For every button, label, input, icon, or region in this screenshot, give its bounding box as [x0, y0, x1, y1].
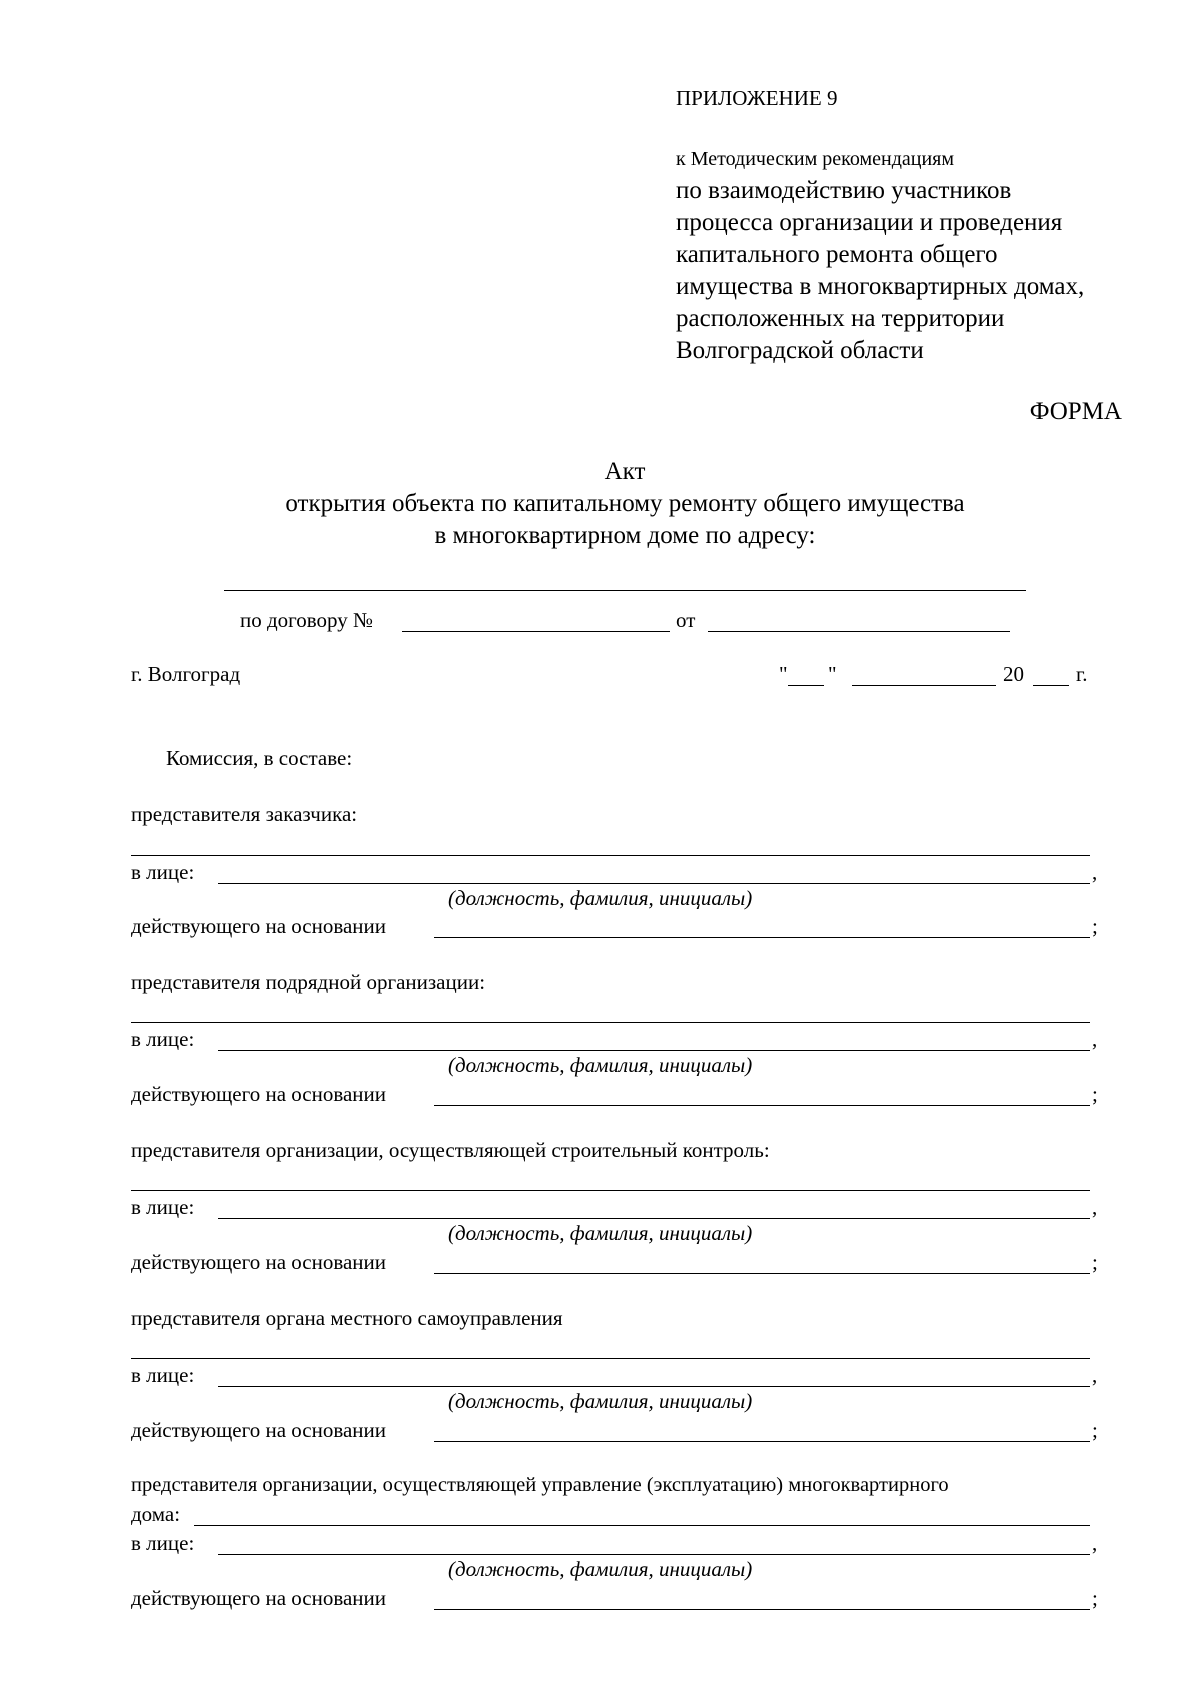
- comma: ,: [1092, 1027, 1098, 1051]
- acting-basis-label: действующего на основании: [131, 914, 387, 938]
- date-quote-open: ": [779, 662, 788, 686]
- position-name-hint: (должность, фамилия, инициалы): [448, 1389, 753, 1413]
- document-title: Акт: [604, 458, 646, 485]
- appendix-ref-line: процесса организации и проведения: [676, 209, 1063, 236]
- commission-intro: Комиссия, в составе:: [166, 746, 353, 770]
- appendix-ref-line: капитального ремонта общего: [676, 241, 998, 268]
- in-person-label: в лице:: [131, 1027, 195, 1051]
- semicolon: ;: [1092, 1418, 1098, 1442]
- date-quote-close: ": [828, 662, 837, 686]
- date-month-line: [852, 685, 996, 686]
- date-year-prefix: 20: [1003, 662, 1024, 686]
- organization-line: [131, 1022, 1090, 1023]
- position-name-hint: (должность, фамилия, инициалы): [448, 1221, 753, 1245]
- in-person-label: в лице:: [131, 860, 195, 884]
- acting-basis-line: [434, 1105, 1090, 1106]
- in-person-line: [218, 883, 1090, 884]
- position-name-hint: (должность, фамилия, инициалы): [448, 1557, 753, 1581]
- in-person-line: [218, 1554, 1090, 1555]
- comma: ,: [1092, 1363, 1098, 1387]
- appendix-ref-line: Волгоградской области: [676, 337, 924, 364]
- date-year-suffix: г.: [1076, 662, 1088, 686]
- semicolon: ;: [1092, 1250, 1098, 1274]
- in-person-line: [218, 1386, 1090, 1387]
- organization-line: [131, 1358, 1090, 1359]
- appendix-ref-line: по взаимодействию участников: [676, 177, 1012, 204]
- acting-basis-line: [434, 1273, 1090, 1274]
- contract-date-line: [708, 631, 1010, 632]
- organization-line: [131, 1190, 1090, 1191]
- in-person-label: в лице:: [131, 1363, 195, 1387]
- comma: ,: [1092, 1531, 1098, 1555]
- section-title-contractor: представителя подрядной организации:: [131, 970, 486, 994]
- contract-date-label: от: [676, 608, 696, 632]
- date-year-line: [1033, 685, 1069, 686]
- position-name-hint: (должность, фамилия, инициалы): [448, 886, 753, 910]
- section-title-building-management: представителя организации, осуществляющей управление (эксплуатацию) многоквартирного: [131, 1474, 949, 1496]
- section-title-local-government: представителя органа местного самоуправления: [131, 1306, 563, 1330]
- address-line: [224, 590, 1026, 591]
- appendix-label: ПРИЛОЖЕНИЕ 9: [676, 86, 838, 110]
- in-person-label: в лице:: [131, 1531, 195, 1555]
- in-person-line: [218, 1218, 1090, 1219]
- document-subtitle-line2: в многоквартирном доме по адресу:: [434, 522, 816, 549]
- comma: ,: [1092, 1195, 1098, 1219]
- section-title-building-management-cont: дома:: [131, 1502, 181, 1526]
- contract-number-line: [402, 631, 670, 632]
- in-person-label: в лице:: [131, 1195, 195, 1219]
- acting-basis-line: [434, 1441, 1090, 1442]
- section-title-construction-control: представителя организации, осуществляющей строительный контроль:: [131, 1138, 770, 1162]
- appendix-reference: [676, 142, 1084, 367]
- acting-basis-label: действующего на основании: [131, 1586, 387, 1610]
- semicolon: ;: [1092, 1082, 1098, 1106]
- date-day-line: [788, 685, 824, 686]
- appendix-ref-line: расположенных на территории: [676, 305, 1005, 332]
- in-person-line: [218, 1050, 1090, 1051]
- document-subtitle-line1: открытия объекта по капитальному ремонту общего имущества: [285, 490, 965, 517]
- acting-basis-label: действующего на основании: [131, 1418, 387, 1442]
- semicolon: ;: [1092, 1586, 1098, 1610]
- semicolon: ;: [1092, 914, 1098, 938]
- position-name-hint: (должность, фамилия, инициалы): [448, 1053, 753, 1077]
- comma: ,: [1092, 860, 1098, 884]
- form-label: ФОРМА: [1029, 398, 1122, 425]
- organization-line: [131, 855, 1090, 856]
- organization-line: [194, 1525, 1090, 1526]
- acting-basis-label: действующего на основании: [131, 1250, 387, 1274]
- appendix-ref-line: имущества в многоквартирных домах,: [676, 273, 1085, 300]
- contract-number-label: по договору №: [240, 608, 374, 632]
- section-title-customer: представителя заказчика:: [131, 802, 358, 826]
- acting-basis-line: [434, 1609, 1090, 1610]
- city-label: г. Волгоград: [131, 662, 241, 686]
- appendix-ref-line: к Методическим рекомендациям: [676, 148, 955, 170]
- acting-basis-label: действующего на основании: [131, 1082, 387, 1106]
- acting-basis-line: [434, 937, 1090, 938]
